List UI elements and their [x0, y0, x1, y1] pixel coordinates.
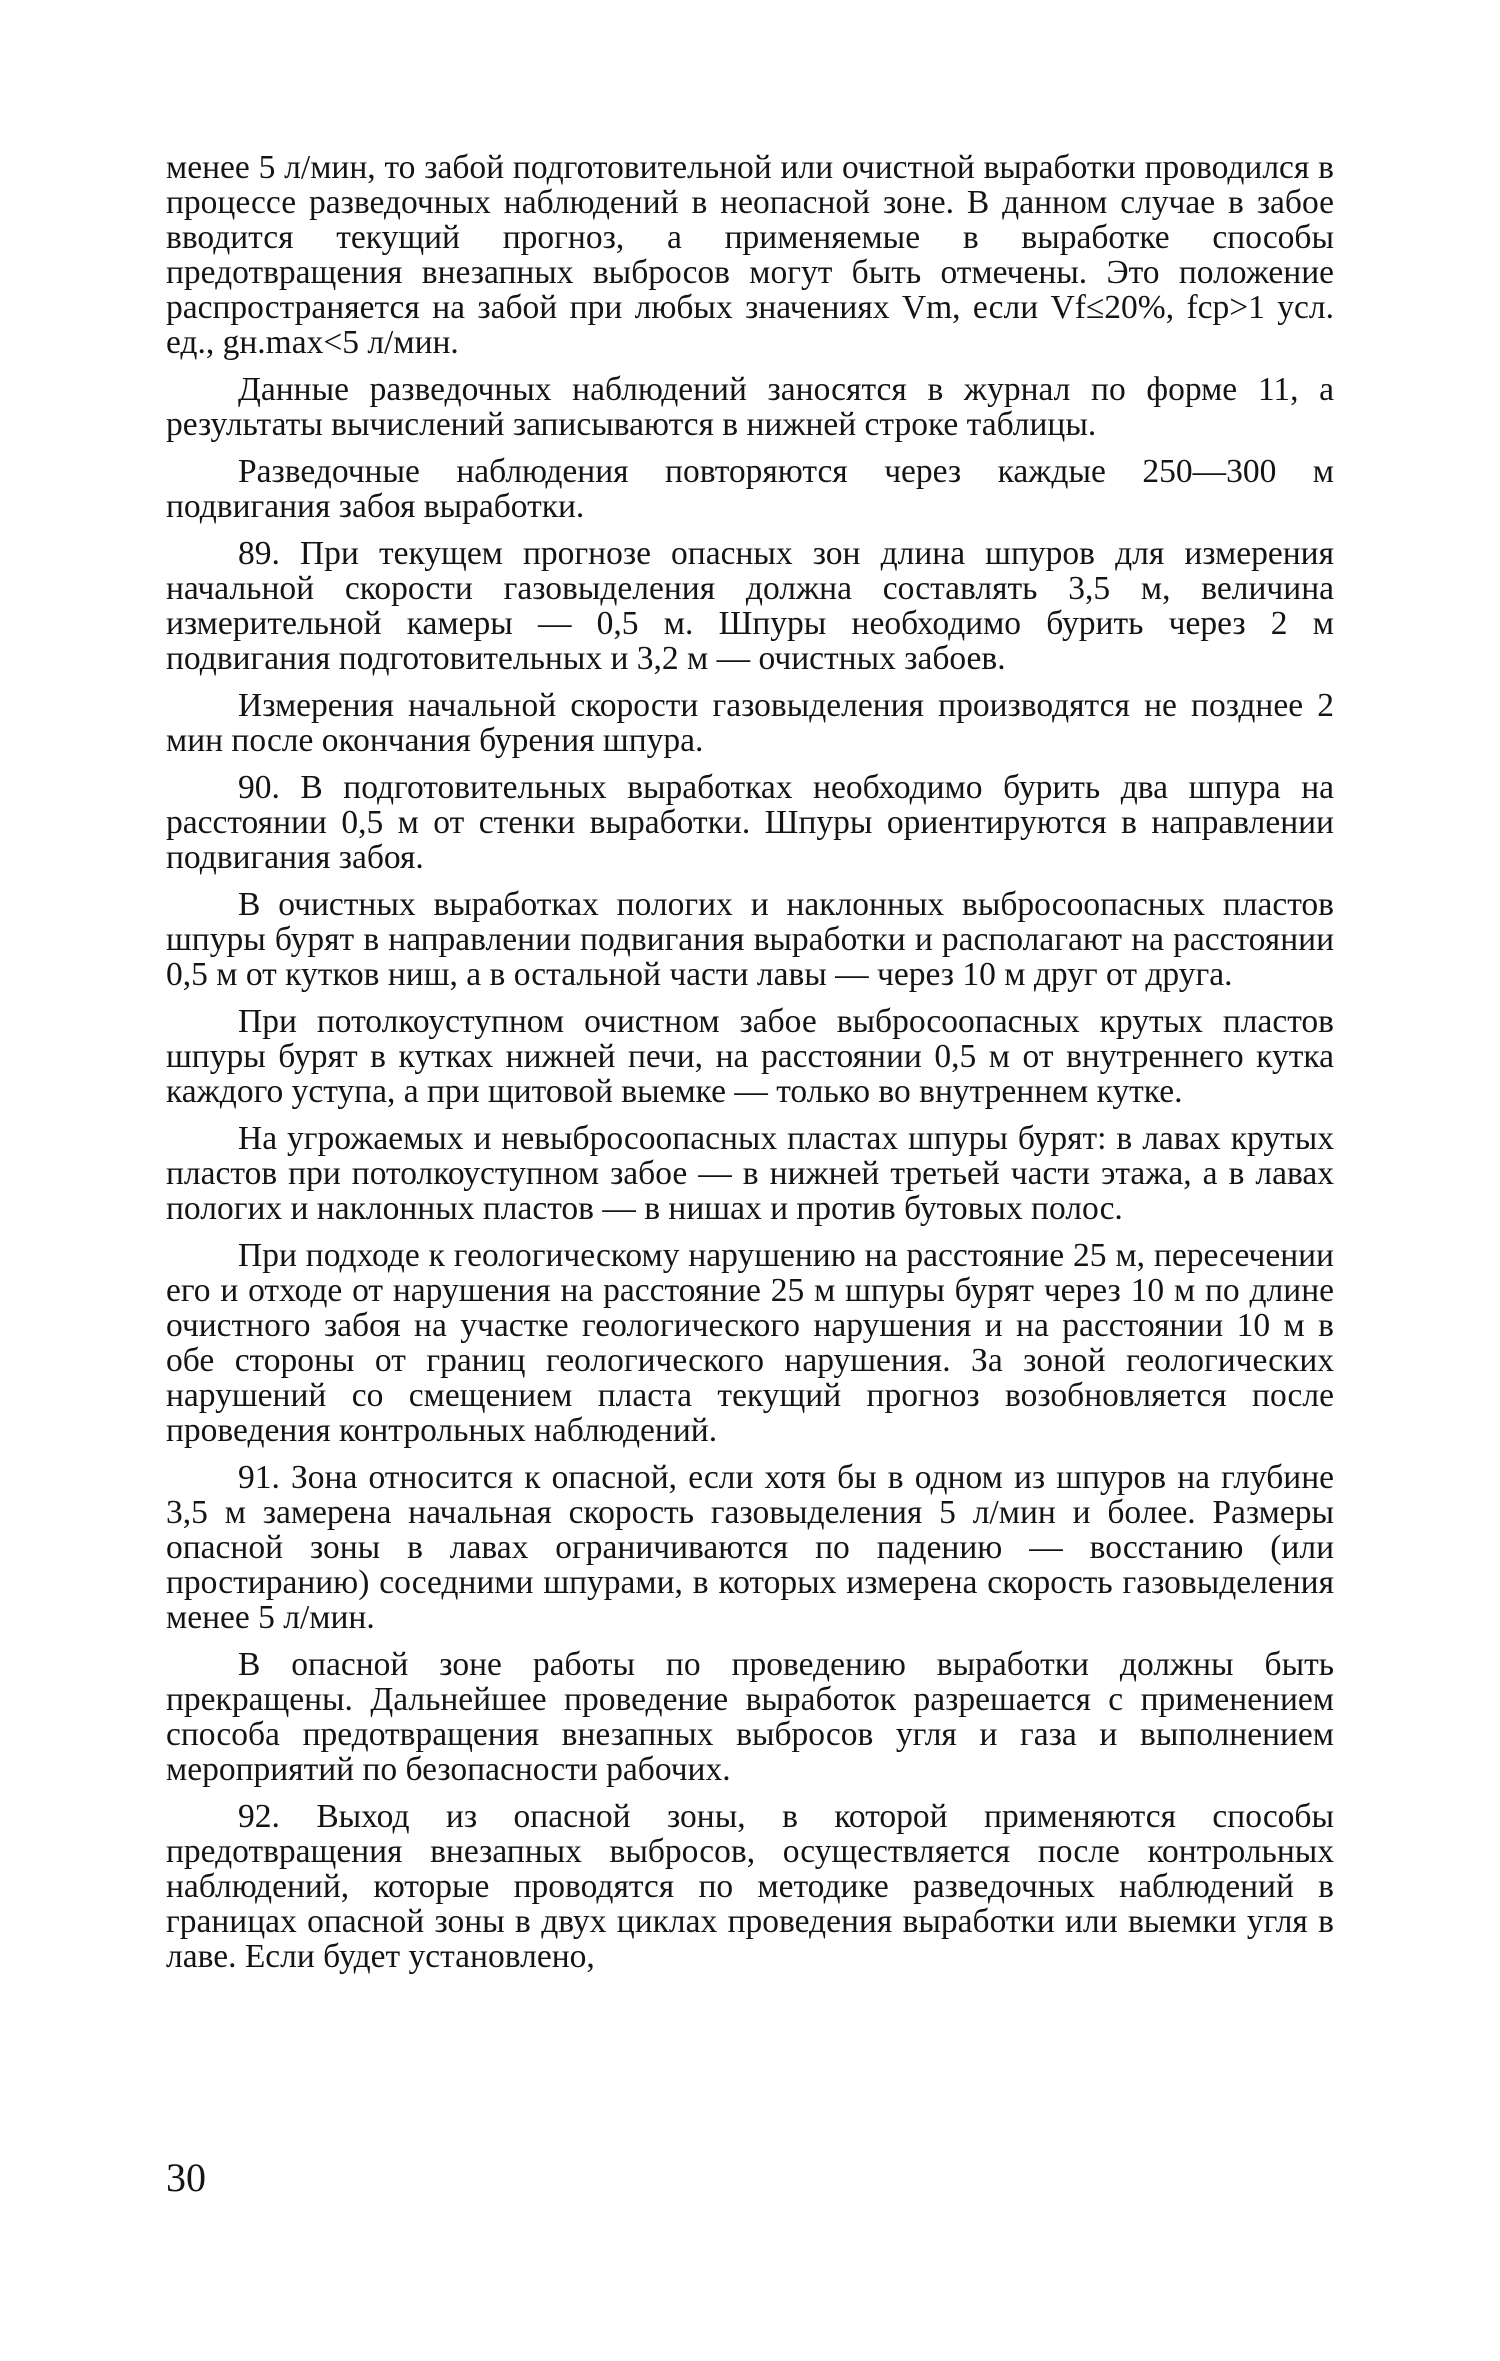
paragraph-geological-disturbance: При подходе к геологическому нарушению на расстояние 25 м, пересечении его и отходе от нарушения на расстояние 25 м шпуры бурят через 10 м по длине очистного забоя на участке геологического нарушения и на расстоянии 10 м в обе стороны от границ геологического нарушения. За зоной геологических нарушений со смещением пласта текущий прогноз возобновляется после проведения контрольных наблюдений.: [166, 1237, 1334, 1449]
paragraph-continuation: менее 5 л/мин, то забой подготовительной или очистной выработки проводился в процессе разведочных наблюдений в неопасной зоне. В данном случае в забое вводится текущий прогноз, а применяемые в выработке способы предотвращения внезапных выбросов могут быть отмечены. Это положение распространяется на забой при любых значениях Vm, если Vf≤20%, fср>1 усл. ед., gн.max<5 л/мин.: [166, 149, 1334, 361]
paragraph-90: 90. В подготовительных выработках необходимо бурить два шпура на расстоянии 0,5 м от стенки выработки. Шпуры ориентируются в направлении подвигания забоя.: [166, 769, 1334, 876]
paragraph-measurement-timing: Измерения начальной скорости газовыделения производятся не позднее 2 мин после окончания бурения шпура.: [166, 687, 1334, 759]
paragraph-steep-seams: При потолкоуступном очистном забое выбросоопасных крутых пластов шпуры бурят в кутках нижней печи, на расстоянии 0,5 м от внутреннего кутка каждого уступа, а при щитовой выемке — только во внутреннем кутке.: [166, 1003, 1334, 1110]
page-number: 30: [166, 2155, 206, 2200]
paragraph-dangerous-zone-work: В опасной зоне работы по проведению выработки должны быть прекращены. Дальнейшее проведение выработок разрешается с применением способа предотвращения внезапных выбросов угля и газа и выполнением мероприятий по безопасности рабочих.: [166, 1646, 1334, 1788]
paragraph-92: 92. Выход из опасной зоны, в которой применяются способы предотвращения внезапных выбросов, осуществляется после контрольных наблюдений, которые проводятся по методике разведочных наблюдений в границах опасной зоны в двух циклах проведения выработки или выемки угля в лаве. Если будет установлено,: [166, 1798, 1334, 1975]
page-body: [166, 150, 1334, 1986]
paragraph-threatened-seams: На угрожаемых и невыбросоопасных пластах шпуры бурят: в лавах крутых пластов при потолкоуступном забое — в нижней третьей части этажа, а в лавах пологих и наклонных пластов — в нишах и против бутовых полос.: [166, 1120, 1334, 1227]
paragraph-91: 91. Зона относится к опасной, если хотя бы в одном из шпуров на глубине 3,5 м замерена начальная скорость газовыделения 5 л/мин и более. Размеры опасной зоны в лавах ограничиваются по падению — восстанию (или простиранию) соседними шпурами, в которых измерена скорость газовыделения менее 5 л/мин.: [166, 1459, 1334, 1636]
paragraph-longwall-holes: В очистных выработках пологих и наклонных выбросоопасных пластов шпуры бурят в направлении подвигания выработки и располагают на расстоянии 0,5 м от кутков ниш, а в остальной части лавы — через 10 м друг от друга.: [166, 886, 1334, 993]
paragraph-89: 89. При текущем прогнозе опасных зон длина шпуров для измерения начальной скорости газовыделения должна составлять 3,5 м, величина измерительной камеры — 0,5 м. Шпуры необходимо бурить через 2 м подвигания подготовительных и 3,2 м — очистных забоев.: [166, 535, 1334, 677]
paragraph-repeat-observations: Разведочные наблюдения повторяются через каждые 250—300 м подвигания забоя выработки.: [166, 453, 1334, 525]
paragraph-exploration-log: Данные разведочных наблюдений заносятся в журнал по форме 11, а результаты вычислений записываются в нижней строке таблицы.: [166, 371, 1334, 443]
